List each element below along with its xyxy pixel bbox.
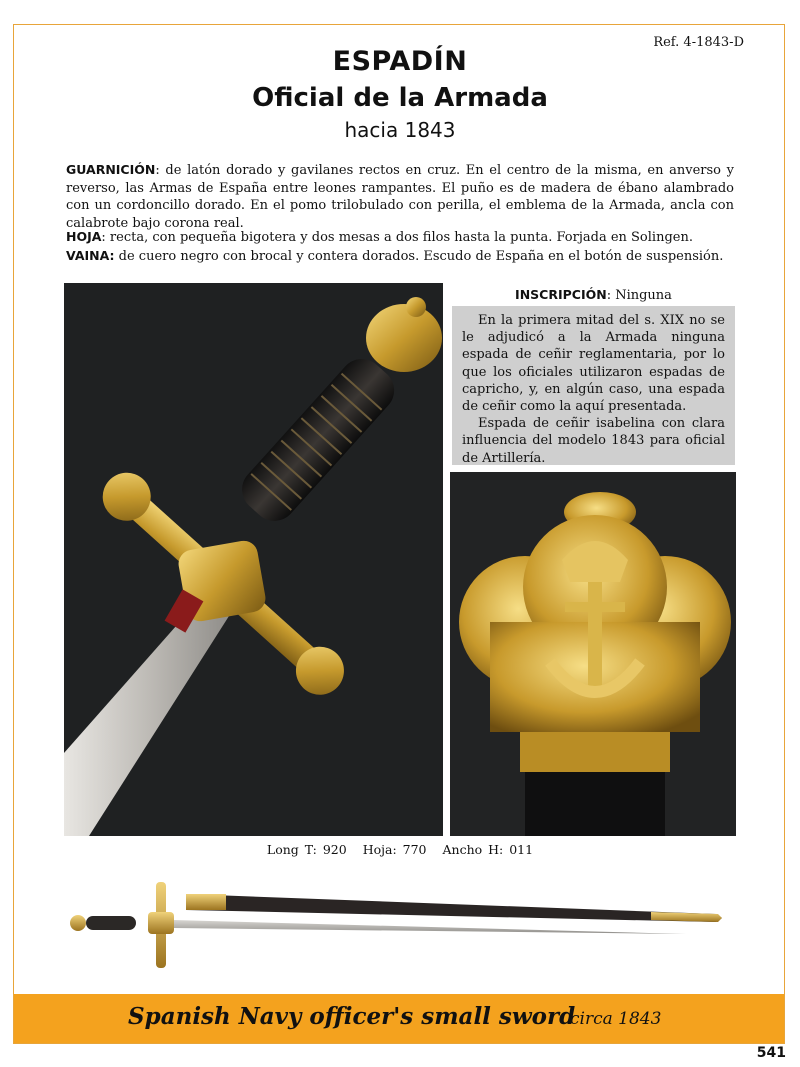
hoja-paragraph <box>66 228 734 247</box>
dimensions-line <box>0 842 800 857</box>
guarnicion-text: : de latón dorado y gavilanes rectos en cruz. En el centro de la misma, en anverso y reverso, las Armas de España entre leones rampantes. El puño es de madera de ébano alambrado con un cordoncillo dorado. En el pomo trilobulado con perilla, el emblema de la Armada, ancla con calabrote bajo corona real. <box>66 163 734 231</box>
blade-length: Hoja: 770 <box>362 842 427 857</box>
notes-box <box>452 306 735 465</box>
page-title: ESPADÍN <box>332 46 468 77</box>
notes-paragraph-2: Espada de ceñir isabelina con clara influencia del modelo 1843 para oficial de Artillería. <box>462 416 725 466</box>
page-date: hacia 1843 <box>344 118 456 142</box>
vaina-label: VAINA: <box>66 248 115 263</box>
notes-paragraph-1: En la primera mitad del s. XIX no se le adjudicó a la Armada ninguna espada de ceñir reglamentaria, por lo que los oficiales utilizaron espadas de capricho, y, en algún caso, una espada de ceñir como la aquí presentada. <box>462 313 725 415</box>
total-length: Long T: 920 <box>266 842 347 857</box>
english-title: Spanish Navy officer's small sword <box>128 1003 576 1030</box>
hoja-label: HOJA <box>66 229 102 244</box>
reference-code: Ref. 4-1843-D <box>653 35 744 50</box>
english-circa: circa 1843 <box>570 1009 662 1029</box>
sword-hilt-photo <box>64 283 443 836</box>
blade-width: Ancho H: 011 <box>442 842 534 857</box>
vaina-paragraph <box>66 247 734 266</box>
full-sword-photo <box>66 874 726 974</box>
pommel-detail-photo <box>450 472 736 836</box>
guarnicion-label: GUARNICIÓN <box>66 162 156 177</box>
guarnicion-paragraph <box>66 161 734 232</box>
inscription-label: INSCRIPCIÓN <box>515 287 607 302</box>
page-number: 541 <box>756 1045 786 1061</box>
inscription-line <box>452 287 735 303</box>
page-subtitle: Oficial de la Armada <box>252 83 548 113</box>
vaina-text: de cuero negro con brocal y contera dorados. Escudo de España en el botón de suspensión. <box>114 249 724 264</box>
hoja-text: : recta, con pequeña bigotera y dos mesas a dos filos hasta la punta. Forjada en Solingen. <box>101 230 693 245</box>
inscription-value: : Ninguna <box>606 288 672 303</box>
